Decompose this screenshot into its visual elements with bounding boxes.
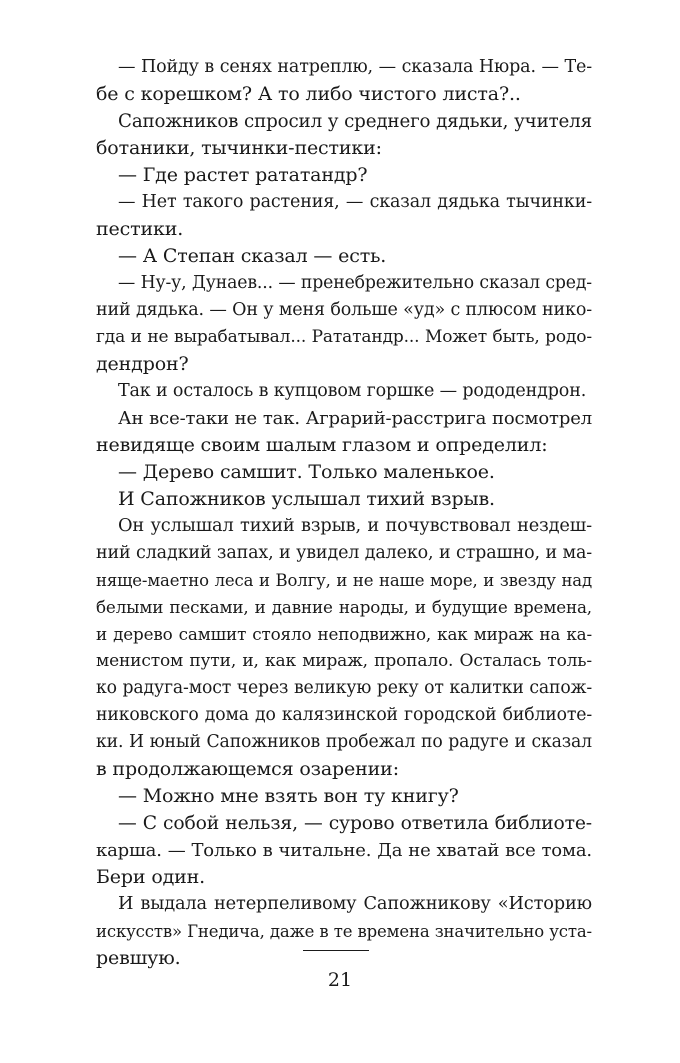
- text-line: ний сладкий запах, и увидел далеко, и страшно, и ма-: [96, 543, 592, 563]
- text-line: — С собой нельзя, — сурово ответила библиоте-: [118, 813, 592, 834]
- text-line: бе с корешком? А то либо чистого листа?..: [96, 83, 521, 105]
- text-line: ревшую.: [96, 947, 181, 969]
- text-line: няще-маетно леса и Волгу, и не наше море, и звезду над: [96, 571, 592, 590]
- text-line: карша. — Только в читальне. Да не хватай все тома.: [96, 840, 592, 861]
- text-line: И Сапожников услышал тихий взрыв.: [118, 488, 495, 510]
- text-line: — Где растет рататандр?: [118, 164, 368, 186]
- text-line: белыми песками, и давние народы, и будущие времена,: [96, 597, 592, 617]
- text-line: ний дядька. — Он у меня больше «уд» с плюсом нико-: [96, 300, 592, 320]
- page-number: 21: [327, 969, 353, 991]
- body-text: [96, 54, 592, 972]
- text-line: — Ну-у, Дунаев... — пренебрежительно сказал сред-: [118, 273, 592, 293]
- text-line: невидяще своим шалым глазом и определил:: [96, 434, 548, 456]
- text-line: никовского дома до калязинской городской библиоте-: [96, 705, 592, 725]
- text-line: — А Степан сказал — есть.: [118, 245, 387, 267]
- text-line: — Можно мне взять вон ту книгу?: [118, 785, 459, 807]
- text-line: и дерево самшит стояло неподвижно, как мираж на ка-: [96, 624, 592, 644]
- text-line: искусств» Гнедича, даже в те времена значительно уста-: [96, 922, 592, 941]
- footer-rule: [303, 950, 369, 951]
- text-line: в продолжающемся озарении:: [96, 758, 399, 780]
- text-line: — Нет такого растения, — сказал дядька тычинки-: [118, 192, 592, 212]
- text-line: пестики.: [96, 218, 184, 240]
- text-line: — Дерево самшит. Только маленькое.: [118, 461, 495, 483]
- text-line: менистом пути, и, как мираж, пропало. Осталась толь-: [96, 651, 592, 671]
- text-line: Сапожников спросил у среднего дядьки, учителя: [118, 111, 592, 132]
- text-line: гда и не вырабатывал... Рататандр... Может быть, родо-: [96, 327, 592, 347]
- text-line: И выдала нетерпеливому Сапожникову «Историю: [118, 894, 592, 914]
- text-line: ки. И юный Сапожников пробежал по радуге и сказал: [96, 732, 592, 752]
- text-line: Так и осталось в купцовом горшке — рододендрон.: [118, 381, 587, 401]
- text-line: Ан все-таки не так. Аграрий-расстрига посмотрел: [118, 408, 592, 429]
- text-line: Бери один.: [96, 866, 206, 888]
- text-line: ботаники, тычинки-пестики:: [96, 137, 382, 159]
- text-line: Он услышал тихий взрыв, и почувствовал нездеш-: [118, 516, 592, 536]
- text-line: — Пойду в сенях натреплю, — сказала Нюра. — Те-: [118, 57, 592, 77]
- text-line: ко радуга-мост через великую реку от калитки сапож-: [96, 678, 592, 698]
- text-line: дендрон?: [96, 353, 189, 375]
